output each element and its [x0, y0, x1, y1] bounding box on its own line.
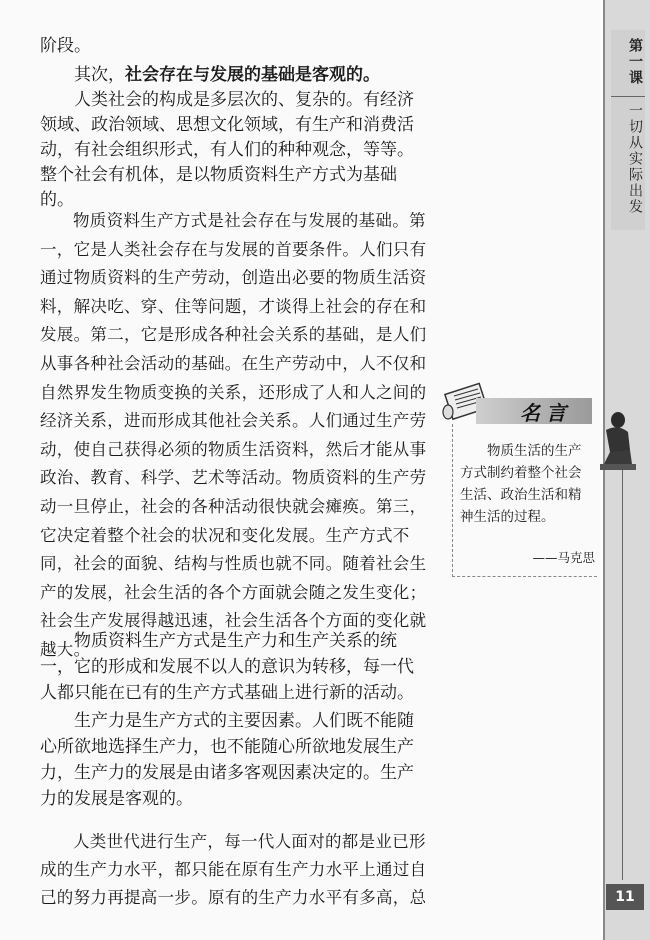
paragraph-productive-forces-main: 生产力是生产方式的主要因素。人们既不能随心所欲地选择生产力，也不能随心所欲地发展生产力，生产力的发展是由诸多客观因素决定的。生产力的发展是客观的。: [40, 711, 414, 809]
paragraph-production-mode-basis: 物质资料生产方式是社会存在与发展的基础。第一，它是人类社会存在与发展的首要条件。人们只有通过物质资料的生产劳动，创造出必要的物质生活资料，解决吃、穿、住等问题，才谈得上社会的存在和发展。第二，它是形成各种社会关系的基础，是人们从事各种社会活动的基础。在生产劳动中，人不仅和自然界发生物质变换的关系，还形成了人和人之间的经济关系，进而形成其他社会关系。人们通过生产劳动，使自己获得必须的物质生活资料，然后才能从事政治、教育、科学、艺术等活动。物质资料的生产劳动一旦停止，社会的各种活动很快就会瘫痪。第三，它决定着整个社会的状况和变化发展。生产方式不同，社会的面貌、结构与性质也就不同。随着社会生产的发展，社会生活的各个方面就会随之发生变化；社会生产发展得越迅速，社会生活各个方面的变化就越大。: [40, 211, 427, 659]
section-heading: [40, 63, 428, 88]
quote-text: 物质生活的生产方式制约着整个社会生活、政治生活和精神生活的过程。: [460, 443, 582, 525]
lesson-title: 一切从实际出发: [611, 96, 645, 253]
page-number: 11: [606, 884, 644, 910]
margin-guide-line: [622, 470, 623, 880]
thinker-statue-icon: [596, 408, 640, 472]
lesson-label: 第一课: [627, 38, 643, 86]
paragraph-fragment: 阶段。: [40, 36, 91, 56]
paragraph-social-structure: 人类社会的构成是多层次的、复杂的。有经济领域、政治领域、思想文化领域，有生产和消费活动，有社会组织形式，有人们的种种观念，等等。整个社会有机体，是以物质资料生产方式为基础的。: [40, 90, 414, 210]
heading-lead: 其次，: [74, 65, 125, 85]
paragraph-productive-forces-unity: 物质资料生产方式是生产力和生产关系的统一，它的形成和发展不以人的意识为转移，每一代人都只能在已有的生产方式基础上进行新的活动。: [40, 631, 414, 703]
paragraph-generations: 人类世代进行生产，每一代人面对的都是业已形成的生产力水平，都只能在原有生产力水平上通过自己的努力再提高一步。原有的生产力水平有多高，总: [40, 832, 427, 907]
quote-heading: 名言: [520, 401, 572, 425]
heading-bold: 社会存在与发展的基础是客观的。: [125, 65, 380, 85]
quote-author: ——马克思: [532, 550, 595, 565]
